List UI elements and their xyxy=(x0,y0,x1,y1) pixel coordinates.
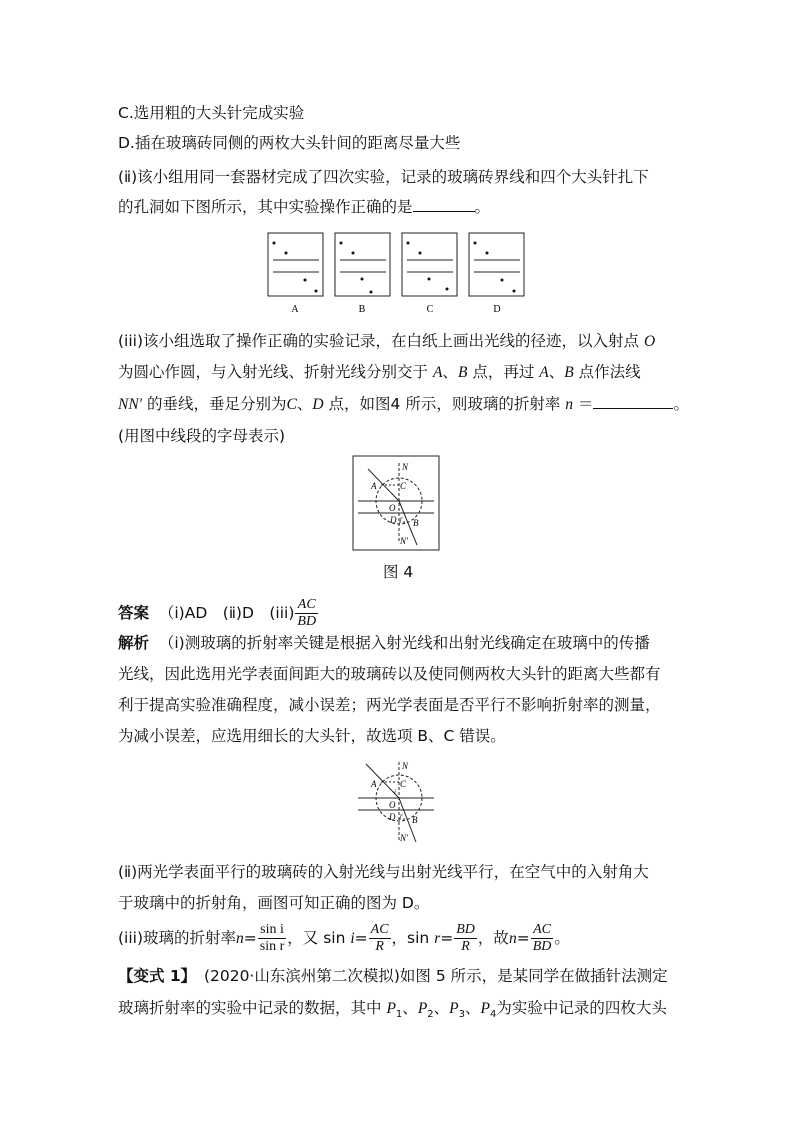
label-i: i xyxy=(394,788,396,796)
answer-fraction xyxy=(295,597,318,630)
var-r: r xyxy=(434,930,441,947)
var-o: O xyxy=(643,333,656,350)
numerator: BD xyxy=(456,922,475,937)
period: 。 xyxy=(673,395,689,413)
var-a: A xyxy=(432,364,443,381)
text: 、 xyxy=(296,395,313,413)
var-n: n xyxy=(236,930,244,947)
explanation-line-2: 光线，因此选用光学表面间距大的玻璃砖以及使同侧两枚大头针的距离大些都有 xyxy=(118,665,661,683)
explanation-line-6: 于玻璃中的折射角，画图可知正确的图为 D。 xyxy=(118,894,430,912)
fraction-ac-bd xyxy=(531,922,554,955)
label-o: O xyxy=(389,503,396,513)
panel-c-label: C xyxy=(426,304,434,315)
question-3-line-3 xyxy=(118,394,689,415)
explanation-label: 解析 xyxy=(118,634,150,652)
explanation-line-3: 利于提高实验准确程度，减小误差；两光学表面是否平行不影响折射率的测量， xyxy=(118,696,661,714)
label-c: C xyxy=(400,481,407,491)
equals: = xyxy=(354,929,368,947)
answer-blank[interactable] xyxy=(593,394,673,409)
answer-label: 答案 xyxy=(118,604,150,622)
answer-line xyxy=(118,597,319,630)
var-p1: P xyxy=(386,1000,396,1017)
label-n-prime: N′ xyxy=(400,536,408,546)
fraction-ac-r xyxy=(369,922,391,955)
numerator: AC xyxy=(531,922,554,939)
label-d: D xyxy=(390,515,397,525)
figure-4 xyxy=(352,455,440,551)
sub-1: 1 xyxy=(395,1009,403,1021)
answer-text: （ⅰ)AD (ⅱ)D (iii) xyxy=(158,604,295,622)
fraction-bd-r xyxy=(454,922,477,955)
question-2-text: 的孔洞如下图所示，其中实验操作正确的是 xyxy=(118,198,413,216)
text: (iii)该小组选取了操作正确的实验记录，在白纸上画出光线的径迹，以入射点 xyxy=(118,332,640,350)
question-3-line-2 xyxy=(118,362,641,383)
label-n: N xyxy=(402,761,409,771)
equals: = xyxy=(440,929,454,947)
label-n-prime: N′ xyxy=(400,833,408,843)
var-p3: P xyxy=(449,1000,459,1017)
text: 、 xyxy=(548,363,565,381)
var-a: A xyxy=(539,364,549,381)
panel-a-label: A xyxy=(291,304,299,315)
separator: 、 xyxy=(402,999,418,1017)
denominator: R xyxy=(461,939,470,954)
explanation-figure xyxy=(352,758,440,848)
denominator: BD xyxy=(532,939,552,954)
var-d: D xyxy=(312,396,324,413)
text: 点作法线 xyxy=(573,363,641,381)
label-o: O xyxy=(389,800,396,810)
label-r: r xyxy=(400,812,403,820)
question-2-line-2 xyxy=(118,197,490,217)
text: ，又 sin xyxy=(287,929,346,947)
text: ＝ xyxy=(577,395,594,413)
numerator: sin i xyxy=(258,922,287,939)
var-p4: P xyxy=(480,1000,490,1017)
var-n: n xyxy=(508,930,517,947)
explanation-line-5: (ⅱ)两光学表面平行的玻璃砖的入射光线与出射光线平行，在空气中的入射角大 xyxy=(118,863,649,881)
text: 点，再过 xyxy=(467,363,535,381)
text: 点，如图4 所示，则玻璃的折射率 xyxy=(328,395,561,413)
var-n: n xyxy=(565,396,574,413)
variant-1-line-2 xyxy=(118,998,667,1025)
separator: 、 xyxy=(433,999,450,1017)
text: 、 xyxy=(442,363,458,381)
separator: 、 xyxy=(465,999,481,1017)
answer-blank[interactable] xyxy=(413,197,475,212)
label-b: B xyxy=(413,518,419,528)
fraction-sin xyxy=(258,922,287,955)
numerator: AC xyxy=(295,597,318,614)
question-3-line-4: (用图中线段的字母表示) xyxy=(118,427,286,445)
text: ，sin xyxy=(391,929,430,947)
option-d: D.插在玻璃砖同侧的两枚大头针间的距离尽量大些 xyxy=(118,134,461,152)
variant-1-line-1 xyxy=(118,966,668,986)
text: 为圆心作圆，与入射光线、折射光线分别交于 xyxy=(118,363,429,381)
text: (iii)玻璃的折射率 xyxy=(118,929,237,947)
figure-4-caption: 图 4 xyxy=(383,563,414,581)
text: 玻璃折射率的实验中记录的数据，其中 xyxy=(118,999,382,1017)
label-r: r xyxy=(400,515,403,523)
var-i: i xyxy=(350,930,355,947)
text: 为实验中记录的四枚大头 xyxy=(496,999,667,1017)
period: 。 xyxy=(554,929,570,947)
text: （ⅰ)测玻璃的折射率关键是根据入射光线和出射光线确定在玻璃中的传播 xyxy=(158,634,650,652)
sub-2: 2 xyxy=(427,1009,434,1021)
var-nn: NN′ xyxy=(118,396,143,413)
label-a: A xyxy=(371,481,377,491)
var-c: C xyxy=(286,396,297,413)
sub-3: 3 xyxy=(458,1009,466,1021)
panel-c xyxy=(402,233,457,315)
label-d: D xyxy=(389,812,396,822)
text: ，故 xyxy=(477,929,509,947)
panel-b-label: B xyxy=(358,304,366,315)
label-n: N xyxy=(402,462,409,472)
explanation-line-7 xyxy=(118,922,570,955)
option-c: C.选用粗的大头针完成实验 xyxy=(118,104,305,122)
equals: = xyxy=(516,929,530,947)
explanation-line-4: 为减小误差，应选用细长的大头针，故选项 B、C 错误。 xyxy=(118,727,506,745)
text: (2020·山东滨州第二次模拟)如图 5 所示，是某同学在做插针法测定 xyxy=(188,967,668,985)
denominator: BD xyxy=(297,614,317,629)
var-b: B xyxy=(457,364,468,381)
variant-label: 【变式 1】 xyxy=(118,967,189,985)
var-p2: P xyxy=(417,1000,428,1017)
panel-b xyxy=(335,233,390,315)
text: 的垂线，垂足分别为 xyxy=(147,395,287,413)
question-2-line-1: (ⅱ)该小组用同一套器材完成了四次实验，记录的玻璃砖界线和四个大头针扎下 xyxy=(118,168,649,186)
label-c: C xyxy=(400,779,407,789)
sub-4: 4 xyxy=(490,1009,497,1021)
panel-d-label: D xyxy=(493,304,501,315)
denominator: sin r xyxy=(259,939,285,954)
denominator: R xyxy=(375,939,384,954)
equals: = xyxy=(243,929,257,947)
label-a: A xyxy=(371,779,377,789)
panel-d xyxy=(469,233,524,315)
period: 。 xyxy=(474,198,491,216)
explanation-line-1 xyxy=(118,633,650,653)
panel-a xyxy=(268,233,323,315)
four-records-figure xyxy=(262,228,534,320)
numerator: AC xyxy=(370,922,389,937)
var-b: B xyxy=(564,364,574,381)
label-b: B xyxy=(412,815,418,825)
question-3-line-1 xyxy=(118,331,655,352)
